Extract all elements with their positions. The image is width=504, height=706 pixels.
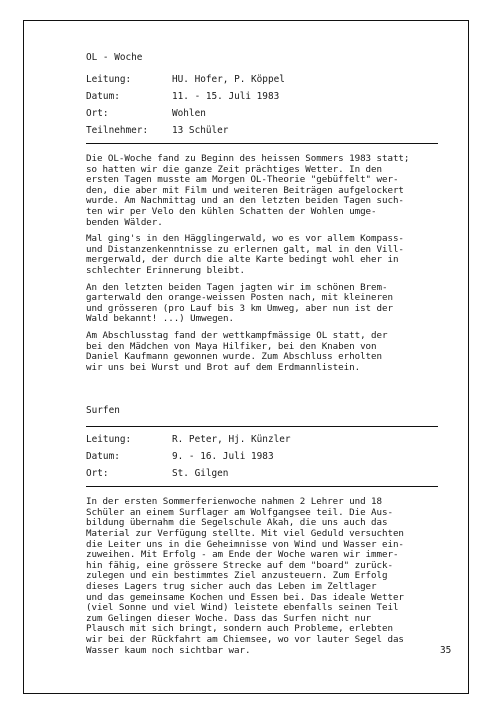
meta-value: 11. - 15. Juli 1983 [172,91,280,102]
meta-key: Leitung: [86,74,132,85]
divider-rule [86,143,438,144]
meta-table [86,73,438,137]
meta-value: R. Peter, Hj. Künzler [172,434,291,446]
paragraph: Mal ging's in den Hägglingerwald, wo es vor allem Kompass- und Distanzenkenntnisse zu erlernen galt, mal in den Vill- mergerwald, der durch die alte Karte bedingt wohl eher in schlechter Erinnerung bleibt. [86,233,404,276]
divider-rule [86,426,438,427]
meta-key: Datum: [86,91,120,102]
document-content [86,52,438,662]
section-gap [86,379,438,405]
meta-key: Ort: [86,108,109,119]
paragraph: An den letzten beiden Tagen jagten wir im schönen Brem- garterwald den orange-weissen Posten nach, mit kleineren und grösseren (pro Lauf bis 3 km Umweg, aber nun ist der Wald bekannt! ...) Umwegen. [86,281,393,325]
section-surfen [86,405,438,656]
meta-value: Wohlen [172,108,206,119]
meta-value: St. Gilgen [172,468,229,480]
meta-key: Teilnehmer: [86,125,149,136]
section-title: OL - Woche [86,52,143,63]
divider-rule [86,486,438,487]
meta-key: Datum: [86,451,120,463]
meta-table [86,433,438,480]
section-title: Surfen [86,405,120,417]
meta-value: HU. Hofer, P. Köppel [172,74,285,85]
meta-value: 9. - 16. Juli 1983 [172,451,274,463]
section-ol-woche [86,52,438,373]
paragraph: Die OL-Woche fand zu Beginn des heissen Sommers 1983 statt; so hatten wir die ganze Zeit prächtiges Wetter. In den ersten Tagen musste am Morgen OL-Theorie "gebüffelt" wer- den, die aber mit Film und weiteren Beiträgen aufgelockert wurde. Am Nachmittag und an den letzten beiden Tagen such- ten wir per Velo den kühlen Schatten der Wohlen umge- benden Wälder. [86,153,410,228]
meta-key: Ort: [86,468,109,480]
page-number: 35 [440,645,452,656]
meta-value: 13 Schüler [172,125,229,136]
meta-key: Leitung: [86,434,132,446]
paragraph: In der ersten Sommerferienwoche nahmen 2 Lehrer und 18 Schüler an einem Surflager am Wolfgangsee teil. Die Aus- bildung übernahm die Segelschule Akah, die uns auch das Material zur Verfügung stellte. Mit viel Geduld versuchten die Leiter uns in die Geheimnisse von Wind und Wasser ein- zuweihen. Mit Erfolg - am Ende der Woche waren wir immer- hin fähig, eine grössere Strecke auf dem "board" zurück- zulegen und ein bestimmtes Ziel anzusteuern. Zum Erfolg dieses Lagers trug sicher auch das Leben im Zeltlager und das gemeinsame Kochen und Essen bei. Das ideale Wetter (viel Sonne und viel Wind) leistete ebenfalls seinen Teil zum Gelingen dieser Woche. Dass das Surfen nicht nur Plausch mit sich bringt, sondern auch Probleme, erlebten wir bei der Rückfahrt am Chiemsee, wo vor lauter Segel das Wasser kaum noch sichtbar war. [86,496,404,656]
paragraph: Am Abschlusstag fand der wettkampfmässige OL statt, der bei den Mädchen von Maya Hilfiker, bei den Knaben von Daniel Kaufmann gewonnen wurde. Zum Abschluss erholten wir uns bei Wurst und Brot auf dem Erdmannlistein. [86,329,388,373]
